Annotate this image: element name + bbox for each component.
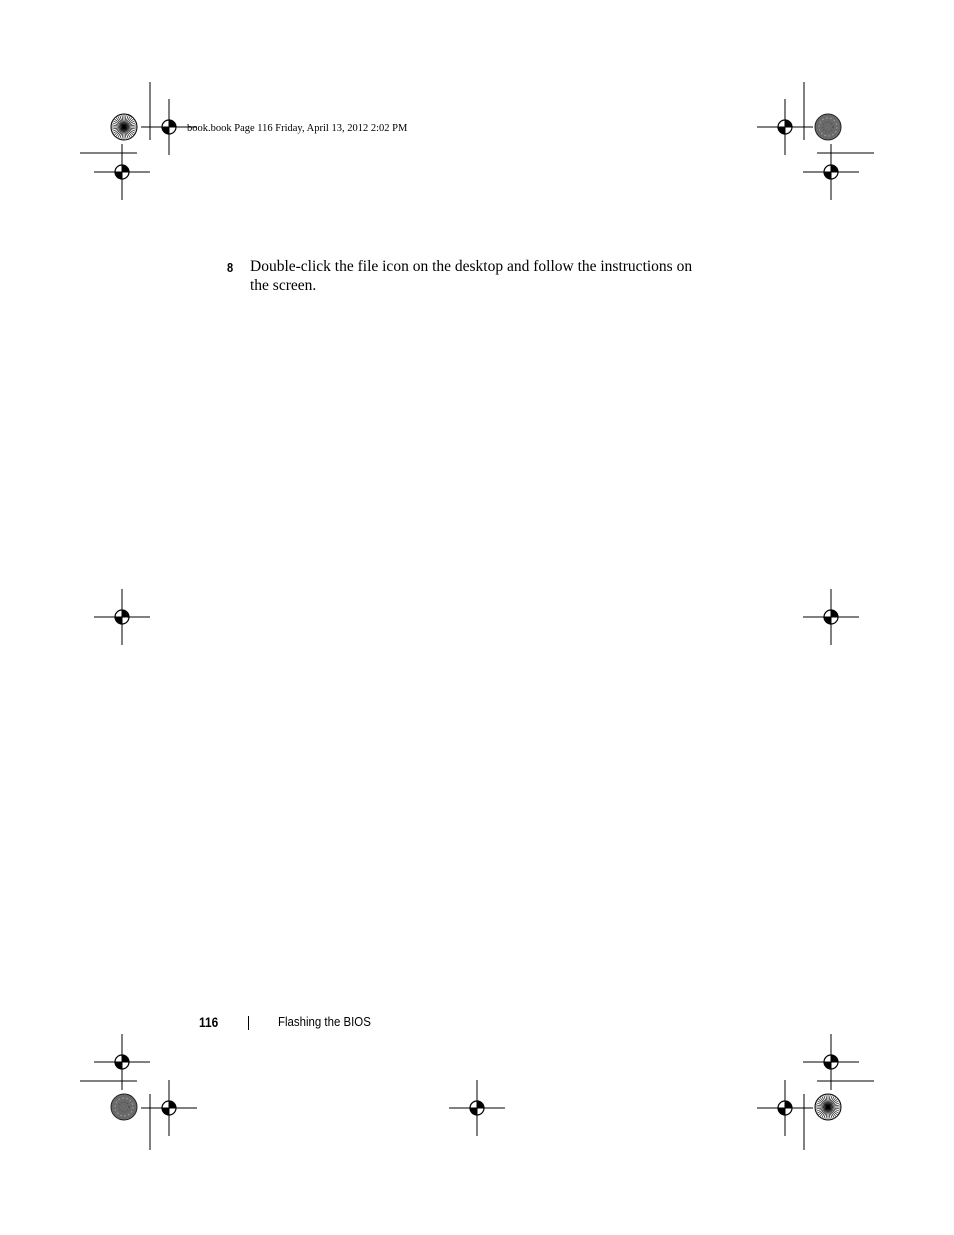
- starburst-mark: [111, 114, 137, 140]
- gray-texture-mark: [815, 114, 841, 140]
- step-text: Double-click the file icon on the desktop and follow the instructions on the screen.: [250, 258, 693, 294]
- registration-mark: [141, 1080, 197, 1136]
- print-slug-line: book.book Page 116 Friday, April 13, 2012 2:02 PM: [187, 123, 408, 134]
- footer-divider: [248, 1016, 249, 1030]
- registration-mark: [449, 1080, 505, 1136]
- registration-mark: [94, 1034, 150, 1090]
- registration-mark: [94, 589, 150, 645]
- starburst-mark: [815, 1094, 841, 1120]
- section-title: Flashing the BIOS: [278, 1014, 371, 1029]
- crop-lines: [80, 82, 874, 1150]
- registration-mark: [757, 1080, 813, 1136]
- page-number: 116: [199, 1014, 219, 1030]
- registration-mark: [757, 99, 813, 155]
- registration-mark: [94, 144, 150, 200]
- registration-mark: [803, 589, 859, 645]
- gray-texture-mark: [111, 1094, 137, 1120]
- registration-mark: [803, 1034, 859, 1090]
- step-number: 8: [227, 260, 234, 275]
- registration-mark: [803, 144, 859, 200]
